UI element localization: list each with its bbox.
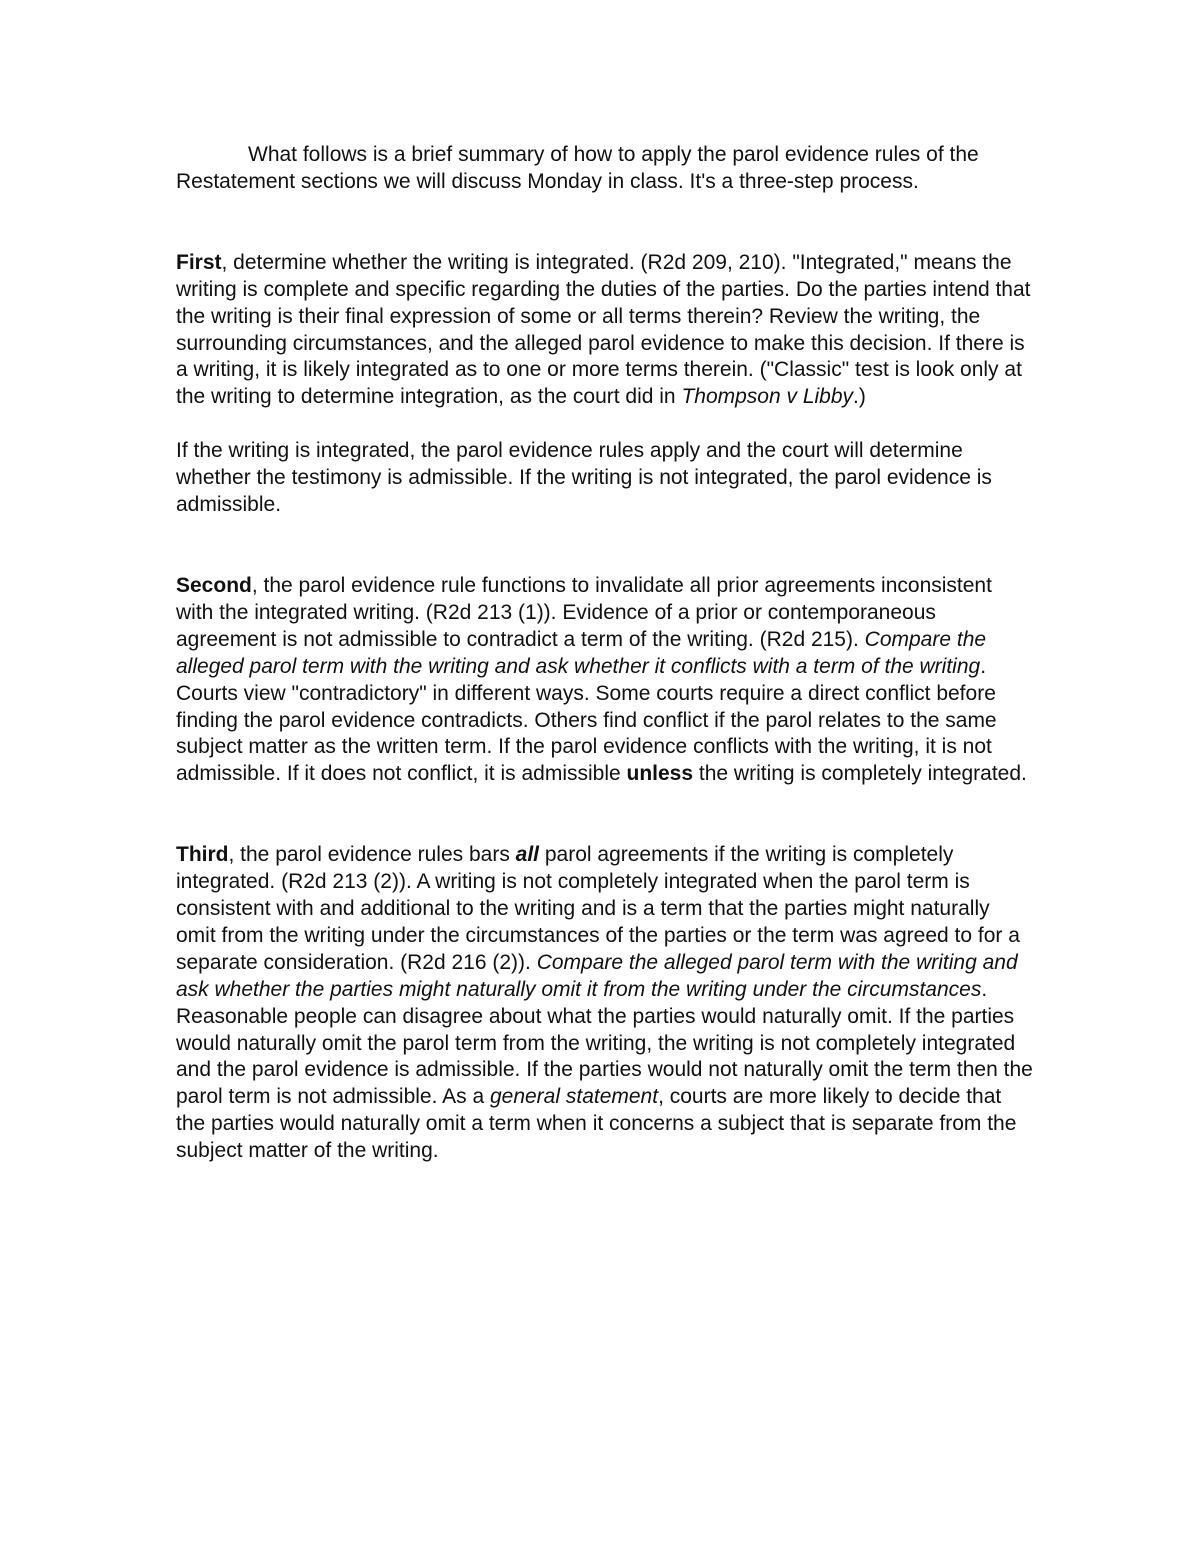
second-step-text-middle: . Courts view "contradictory" in different ways. Some courts require a direct conflict before finding the parol evidence contradicts. Others find conflict if the parol relates to the same subject matter as the written term. If the parol evidence conflicts with the writing, it is not admissible. If it does not conflict, it is admissible (176, 654, 997, 786)
document-body (176, 142, 1034, 1165)
first-step-text-end: .) (853, 385, 866, 409)
second-step-lead: Second (176, 573, 252, 597)
second-step-text: , the parol evidence rule functions to invalidate all prior agreements inconsistent with the integrated writing. (R2d 213 (1)). Evidence of a prior or contemporaneous agreement is not admissible to contradict a term of the writing. (R2d 215). (176, 573, 992, 651)
first-step-paragraph (176, 250, 1034, 411)
third-step-text-3: . Reasonable people can disagree about what the parties would naturally omit. If the parties would naturally omit the parol term from the writing, the writing is not completely integrated and the parol evidence is admissible. If the parties would not naturally omit the term then the parol term is not admissible. As a (176, 977, 1033, 1109)
second-step-paragraph (176, 573, 1034, 788)
second-step-text-end: the writing is completely integrated. (693, 762, 1027, 786)
first-step-lead: First (176, 250, 222, 274)
first-step-text: , determine whether the writing is integrated. (R2d 209, 210). "Integrated," means the writing is complete and specific regarding the duties of the parties. Do the parties intend that the writing is their final expression of some or all terms therein? Review the writing, the surrounding circumstances, and the alleged parol evidence to make this decision. If there is a writing, it is likely integrated as to one or more terms therein. ("Classic" test is look only at the writing to determine integration, as the court did in (176, 250, 1031, 409)
unless-emphasis: unless (626, 762, 694, 786)
third-step-text-2: parol agreements if the writing is completely integrated. (R2d 213 (2)). A writing is not completely integrated when the parol term is consistent with and additional to the writing and is a term that the parties might naturally omit from the writing under the circumstances of the parties or the term was agreed to for a separate consideration. (R2d 216 (2)). (176, 843, 1020, 974)
intro-text: What follows is a brief summary of how to apply the parol evidence rules of the Restatement sections we will discuss Monday in class. It's a three-step process. (176, 143, 979, 193)
third-step-text: , the parol evidence rules bars (228, 843, 516, 867)
third-step-italic: Compare the alleged parol term with the writing and ask whether the parties might naturally omit it from the writing under the circumstances (176, 950, 1018, 1001)
integration-result-text: If the writing is integrated, the parol evidence rules apply and the court will determine whether the testimony is admissible. If the writing is not integrated, the parol evidence is admissible. (176, 439, 992, 517)
third-step-paragraph (176, 842, 1034, 1165)
case-name: Thompson v Libby (681, 385, 854, 409)
intro-paragraph (176, 142, 1034, 196)
second-step-italic: Compare the alleged parol term with the writing and ask whether it conflicts with a term of the writing (176, 627, 987, 678)
all-emphasis: all (515, 843, 540, 867)
third-step-text-end: , courts are more likely to decide that the parties would naturally omit a term when it concerns a subject that is separate from the subject matter of the writing. (176, 1085, 1017, 1163)
integration-result-paragraph (176, 438, 1034, 519)
general-statement-italic: general statement (489, 1085, 659, 1109)
third-step-lead: Third (176, 843, 229, 867)
